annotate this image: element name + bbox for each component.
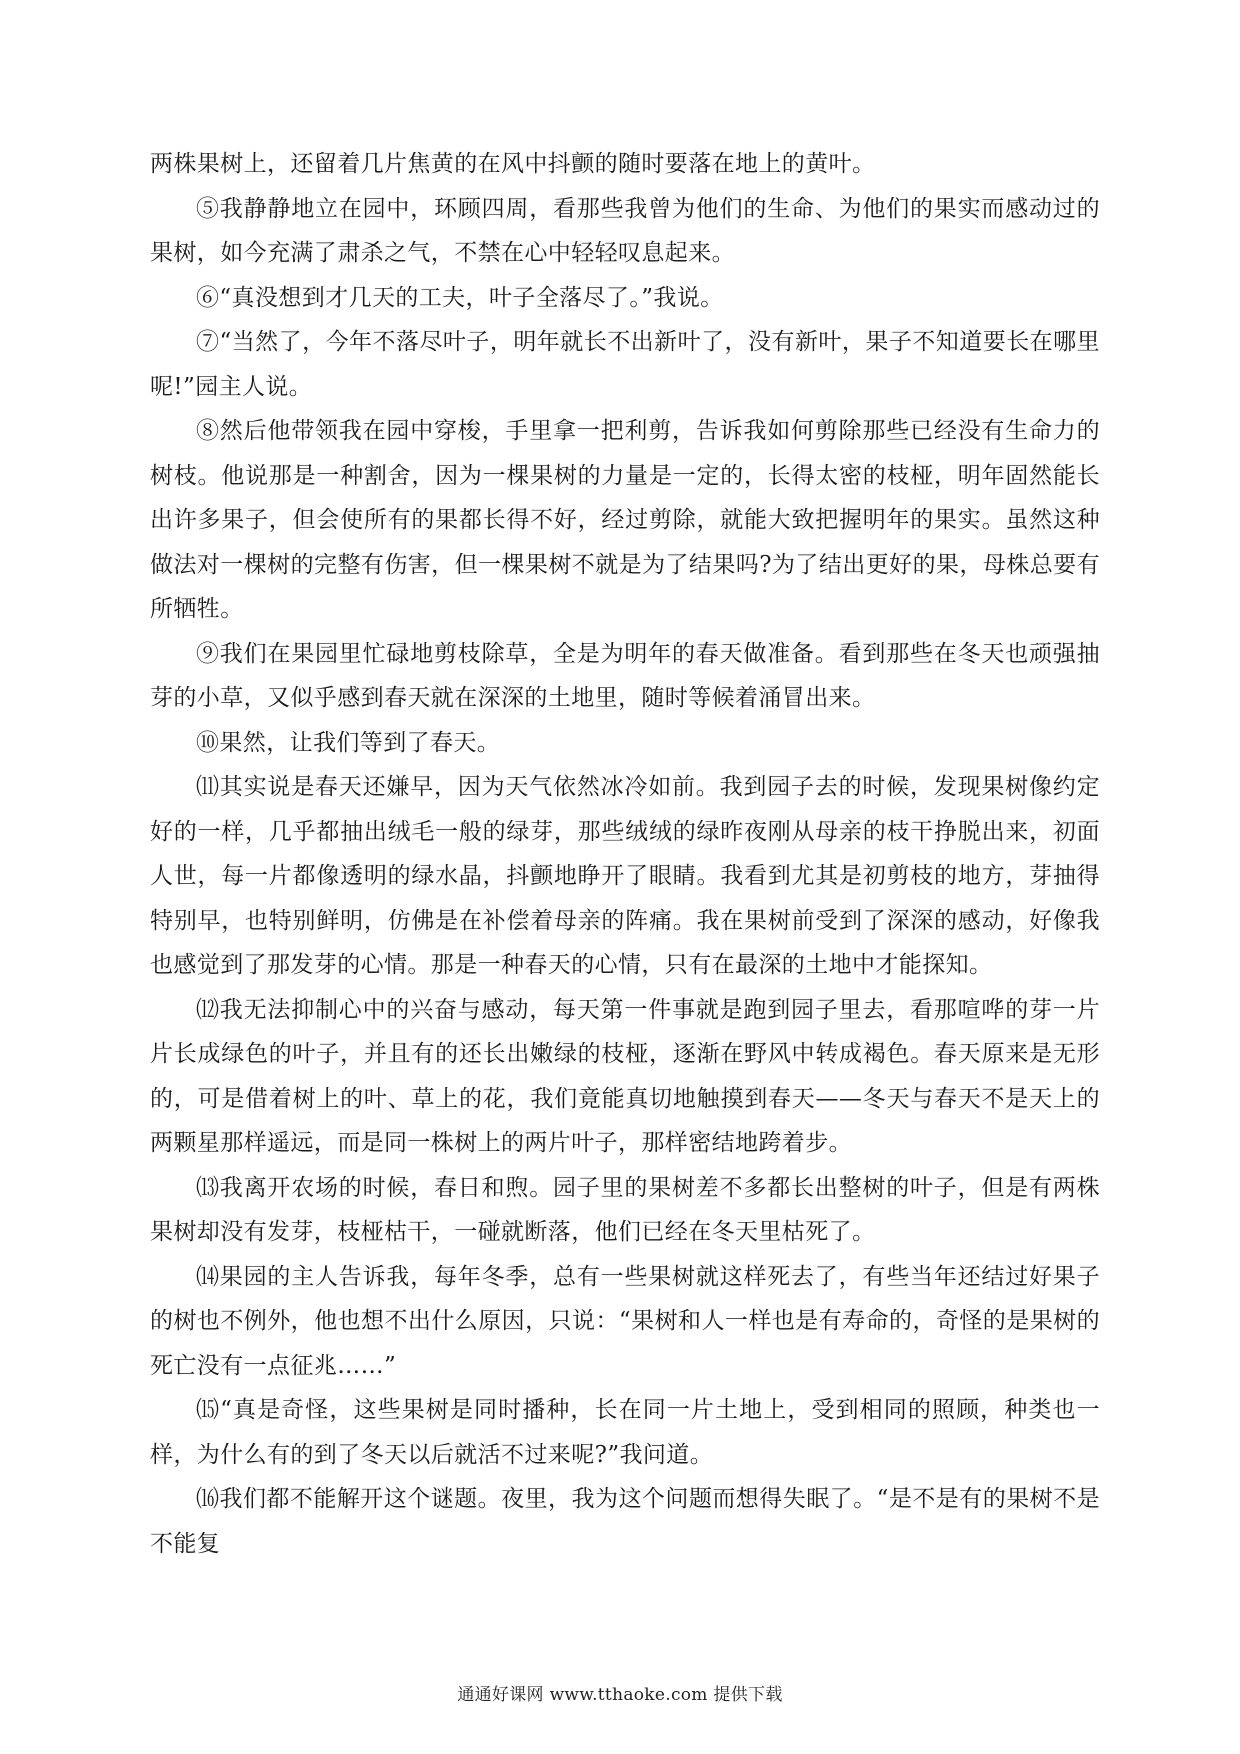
paragraph-continued: 两株果树上，还留着几片焦黄的在风中抖颤的随时要落在地上的黄叶。 <box>150 151 876 177</box>
paragraph-14: ⒁果园的主人告诉我，每年冬季，总有一些果树就这样死去了，有些当年还结过好果子的树也不例外，他也想不出什么原因，只说：“果树和人一样也是有寿命的，奇怪的是果树的死亡没有一点征兆……” <box>150 1263 1100 1379</box>
paragraph-10: ⑩果然，让我们等到了春天。 <box>196 729 501 756</box>
paragraph-12: ⑿我无法抑制心中的兴奋与感动，每天第一件事就是跑到园子里去，看那喧哗的芽一片片长成绿色的叶子，并且有的还长出嫩绿的枝桠，逐渐在野风中转成褐色。春天原来是无形的，可是借着树上的叶、草上的花，我们竟能真切地触摸到春天——冬天与春天不是天上的两颗星那样遥远，而是同一株树上的两片叶子，那样密结地跨着步。 <box>150 996 1100 1156</box>
document-body <box>150 142 1100 1566</box>
page-footer: 通通好课网 www.tthaoke.com 提供下载 <box>457 1685 783 1705</box>
paragraph-7: ⑦“当然了，今年不落尽叶子，明年就长不出新叶了，没有新叶，果子不知道要长在哪里呢!”园主人说。 <box>150 329 1100 400</box>
paragraph-8: ⑧然后他带领我在园中穿梭，手里拿一把利剪，告诉我如何剪除那些已经没有生命力的树枝。他说那是一种割舍，因为一棵果树的力量是一定的，长得太密的枝桠，明年固然能长出许多果子，但会使所有的果都长得不好，经过剪除，就能大致把握明年的果实。虽然这种做法对一棵树的完整有伤害，但一棵果树不就是为了结果吗?为了结出更好的果，母株总要有所牺牲。 <box>150 418 1100 622</box>
paragraph-6: ⑥“真没想到才几天的工夫，叶子全落尽了。”我说。 <box>196 284 724 311</box>
paragraph-13: ⒀我离开农场的时候，春日和煦。园子里的果树差不多都长出整树的叶子，但是有两株果树却没有发芽，枝桠枯干，一碰就断落，他们已经在冬天里枯死了。 <box>150 1174 1100 1245</box>
paragraph-11: ⑾其实说是春天还嫌早，因为天气依然冰冷如前。我到园子去的时候，发现果树像约定好的一样，几乎都抽出绒毛一般的绿芽，那些绒绒的绿昨夜刚从母亲的枝干挣脱出来，初面人世，每一片都像透明的绿水晶，抖颤地睁开了眼睛。我看到尤其是初剪枝的地方，芽抽得特别早，也特别鲜明，仿佛是在补偿着母亲的阵痛。我在果树前受到了深深的感动，好像我也感觉到了那发芽的心情。那是一种春天的心情，只有在最深的土地中才能探知。 <box>150 774 1100 978</box>
paragraph-9: ⑨我们在果园里忙碌地剪枝除草，全是为明年的春天做准备。看到那些在冬天也顽强抽芽的小草，又似乎感到春天就在深深的土地里，随时等候着涌冒出来。 <box>150 640 1100 711</box>
paragraph-5: ⑤我静静地立在园中，环顾四周，看那些我曾为他们的生命、为他们的果实而感动过的果树，如今充满了肃杀之气，不禁在心中轻轻叹息起来。 <box>150 195 1100 266</box>
paragraph-16: ⒃我们都不能解开这个谜题。夜里，我为这个问题而想得失眠了。“是不是有的果树不是不能复 <box>150 1486 1100 1557</box>
paragraph-15: ⒂“真是奇怪，这些果树是同时播种，长在同一片土地上，受到相同的照顾，种类也一样，为什么有的到了冬天以后就活不过来呢?”我问道。 <box>150 1397 1100 1468</box>
